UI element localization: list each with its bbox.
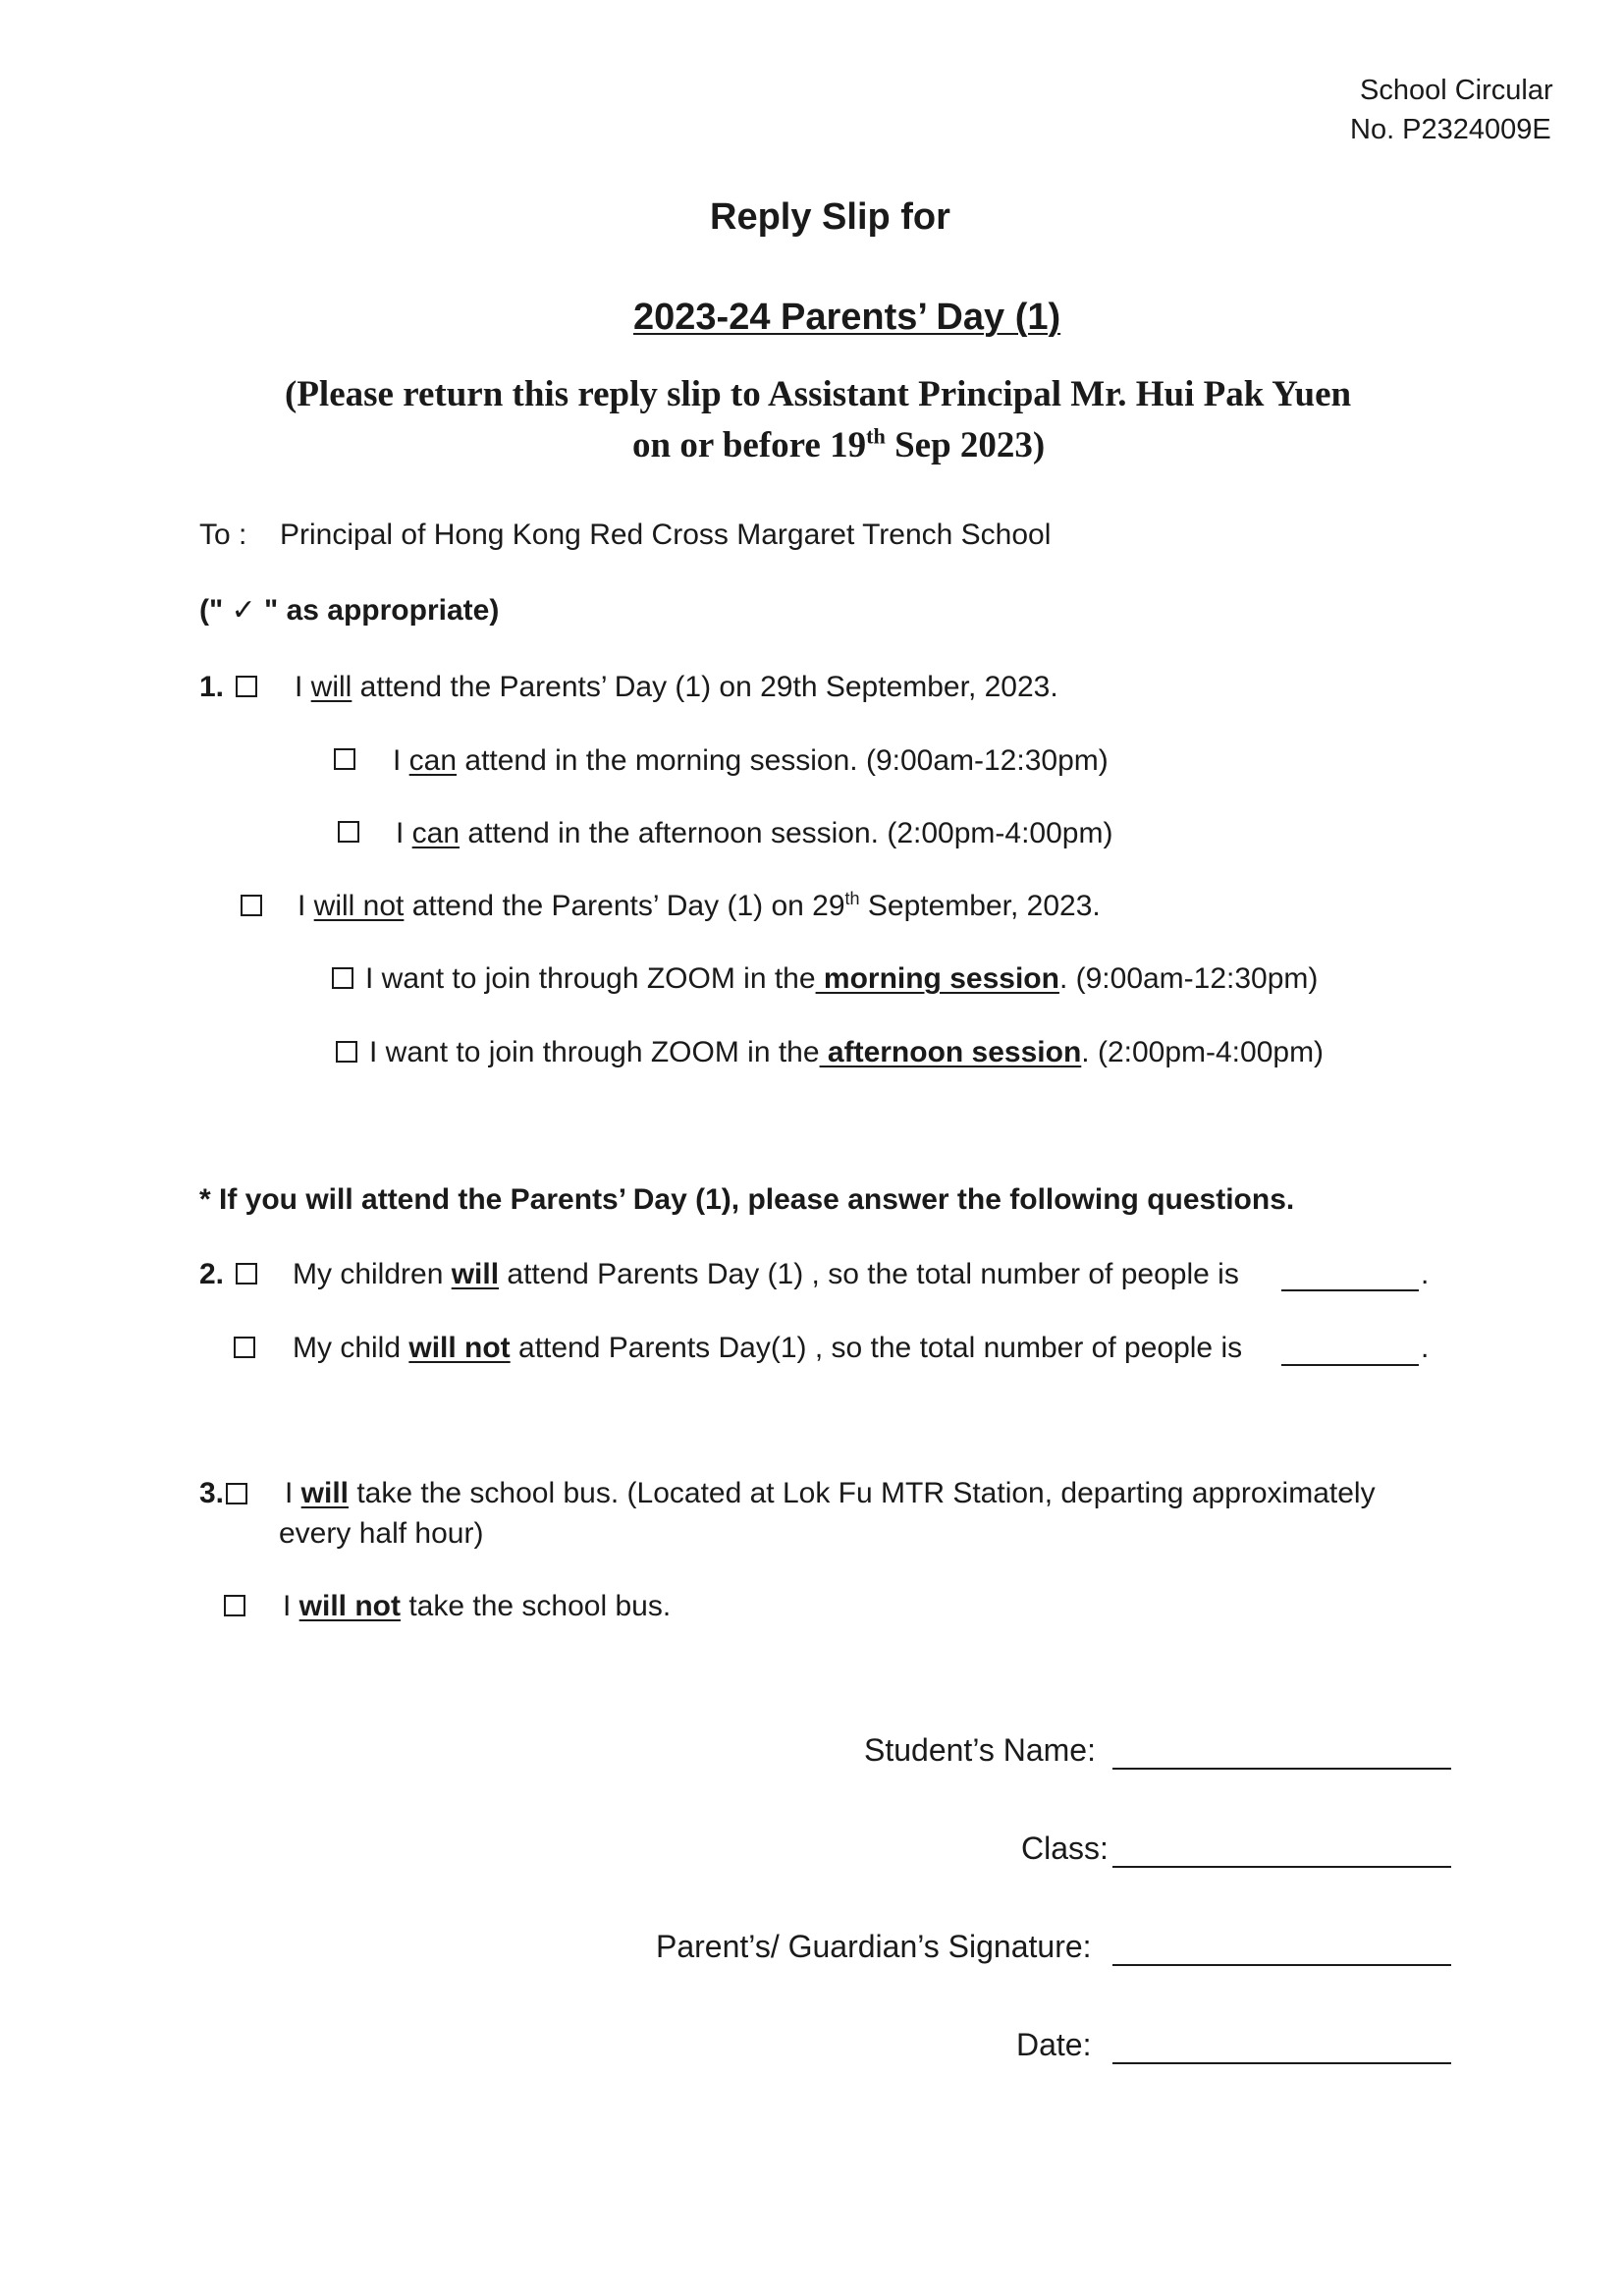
title-line-2: 2023-24 Parents’ Day (1) — [633, 297, 1061, 338]
date-label: Date: — [1016, 2027, 1092, 2062]
q1-willnot-label: I will not attend the Parents’ Day (1) on 29th September, 2023. — [298, 889, 1101, 922]
q3-number: 3. — [199, 1477, 225, 1509]
q1-zoom-afternoon-checkbox[interactable] — [336, 1041, 357, 1063]
q1-morning-checkbox[interactable] — [334, 748, 355, 770]
q1-zoom-morning-checkbox[interactable] — [332, 967, 353, 989]
class-field[interactable] — [1112, 1866, 1451, 1868]
q3-will-label: I will take the school bus. (Located at Lok Fu MTR Station, departing approximately — [285, 1477, 1376, 1509]
q1-afternoon-label: I can attend in the afternoon session. (2:00pm-4:00pm) — [396, 817, 1113, 849]
title-line-1: Reply Slip for — [710, 196, 950, 238]
q1-zoom-afternoon-label: I want to join through ZOOM in the afternoon session. (2:00pm-4:00pm) — [369, 1036, 1325, 1068]
class-label: Class: — [1021, 1831, 1109, 1866]
q2-number: 2. — [199, 1258, 225, 1290]
guardian-signature-field[interactable] — [1112, 1964, 1451, 1966]
q3-will-label-line-2: every half hour) — [279, 1517, 484, 1550]
instruction-line-1: (Please return this reply slip to Assistant Principal Mr. Hui Pak Yuen — [285, 374, 1352, 414]
q1-afternoon-checkbox[interactable] — [338, 821, 359, 843]
attend-note: * If you will attend the Parents’ Day (1), please answer the following questions. — [199, 1183, 1295, 1216]
q1-will-label: I will attend the Parents’ Day (1) on 29th September, 2023. — [295, 671, 1058, 703]
q2-will-period: . — [1421, 1258, 1430, 1290]
q1-willnot-checkbox[interactable] — [241, 895, 262, 916]
to-label: To : — [199, 519, 247, 551]
q2-willnot-checkbox[interactable] — [234, 1337, 255, 1358]
q2-willnot-label: My child will not attend Parents Day(1) , so the total number of people is — [293, 1332, 1243, 1364]
guardian-signature-label: Parent’s/ Guardian’s Signature: — [656, 1929, 1092, 1964]
q1-morning-label: I can attend in the morning session. (9:00am-12:30pm) — [393, 744, 1109, 777]
instruction-line-2: on or before 19th Sep 2023) — [632, 423, 1046, 465]
q3-willnot-label: I will not take the school bus. — [283, 1590, 672, 1622]
q2-willnot-total-field[interactable] — [1281, 1364, 1419, 1366]
circular-number: No. P2324009E — [1350, 114, 1551, 145]
q2-willnot-period: . — [1421, 1332, 1430, 1364]
date-field[interactable] — [1112, 2062, 1451, 2064]
q1-will-checkbox[interactable] — [236, 676, 257, 697]
q2-will-total-field[interactable] — [1281, 1289, 1419, 1291]
appropriate-note: (" ✓ " as appropriate) — [199, 594, 500, 627]
student-name-field[interactable] — [1112, 1768, 1451, 1770]
q1-zoom-morning-label: I want to join through ZOOM in the morning session. (9:00am-12:30pm) — [365, 962, 1319, 995]
circular-label: School Circular — [1360, 75, 1553, 106]
q3-will-checkbox[interactable] — [226, 1483, 247, 1504]
q2-will-label: My children will attend Parents Day (1) , so the total number of people is — [293, 1258, 1239, 1290]
q2-will-checkbox[interactable] — [236, 1263, 257, 1285]
q3-willnot-checkbox[interactable] — [224, 1595, 245, 1616]
student-name-label: Student’s Name: — [864, 1732, 1096, 1768]
recipient: Principal of Hong Kong Red Cross Margaret Trench School — [280, 519, 1052, 551]
q1-number: 1. — [199, 671, 225, 703]
